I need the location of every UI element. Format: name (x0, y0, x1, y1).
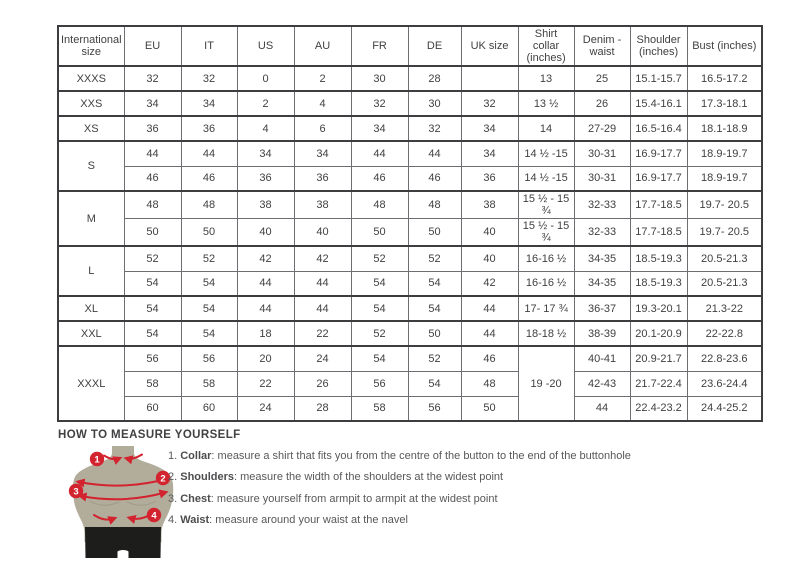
table-cell: 32 (181, 66, 237, 91)
table-cell: 24.4-25.2 (687, 396, 762, 421)
column-header: FR (351, 26, 408, 66)
table-cell: 48 (351, 191, 408, 219)
table-row (58, 396, 762, 421)
table-cell: 42 (461, 271, 518, 296)
table-cell: 58 (124, 371, 181, 396)
table-cell: 38 (461, 191, 518, 219)
table-row (58, 321, 762, 346)
table-cell: 26 (574, 91, 630, 116)
table-cell: 44 (237, 271, 294, 296)
table-row (58, 66, 762, 91)
table-cell: 17- 17 ¾ (518, 296, 574, 321)
table-cell: 17.3-18.1 (687, 91, 762, 116)
column-header: Shirt collar (inches) (518, 26, 574, 66)
marker-4: 4 (151, 510, 157, 522)
table-cell: 34 (351, 116, 408, 141)
size-table (57, 25, 763, 422)
table-cell: 30 (408, 91, 461, 116)
table-cell: 50 (461, 396, 518, 421)
table-cell: 28 (294, 396, 351, 421)
table-cell: 21.7-22.4 (630, 371, 687, 396)
table-cell: 50 (408, 219, 461, 247)
table-cell: 50 (408, 321, 461, 346)
mannequin-shorts (85, 527, 161, 558)
table-cell: 44 (461, 296, 518, 321)
table-cell: 44 (237, 296, 294, 321)
table-cell: 16.5-17.2 (687, 66, 762, 91)
table-row (58, 219, 762, 247)
table-cell: 23.6-24.4 (687, 371, 762, 396)
table-cell: 36 (124, 116, 181, 141)
table-cell: 54 (351, 346, 408, 371)
table-cell: 34 (461, 141, 518, 166)
table-row (58, 246, 762, 271)
table-cell: XXXS (58, 66, 124, 91)
table-cell: 40 (461, 219, 518, 247)
table-cell: 52 (408, 346, 461, 371)
table-cell: 24 (237, 396, 294, 421)
table-cell: 44 (294, 271, 351, 296)
table-cell: 18.9-19.7 (687, 141, 762, 166)
table-cell: 38 (237, 191, 294, 219)
table-cell: 34 (181, 91, 237, 116)
column-header: Shoulder (inches) (630, 26, 687, 66)
table-cell: 27-29 (574, 116, 630, 141)
table-row (58, 346, 762, 371)
table-cell: 36 (294, 166, 351, 191)
table-cell: 54 (124, 271, 181, 296)
table-cell: 30-31 (574, 141, 630, 166)
table-cell: 42 (294, 246, 351, 271)
table-cell: 50 (181, 219, 237, 247)
table-cell: 54 (351, 271, 408, 296)
table-cell: 54 (408, 296, 461, 321)
table-cell: 52 (181, 246, 237, 271)
table-cell: 24 (294, 346, 351, 371)
table-cell: 20.5-21.3 (687, 246, 762, 271)
table-cell: 30 (351, 66, 408, 91)
table-cell: 18.5-19.3 (630, 271, 687, 296)
table-cell: 54 (181, 271, 237, 296)
table-cell: 16-16 ½ (518, 246, 574, 271)
table-cell: 46 (124, 166, 181, 191)
table-cell: 34-35 (574, 246, 630, 271)
table-cell: 20.9-21.7 (630, 346, 687, 371)
measure-step: 1. Collar: measure a shirt that fits you from the centre of the button to the end of the buttonhole (168, 450, 631, 462)
table-cell: 52 (124, 246, 181, 271)
table-cell: 22-22.8 (687, 321, 762, 346)
table-cell: 25 (574, 66, 630, 91)
table-cell: 52 (351, 246, 408, 271)
table-cell: 52 (408, 246, 461, 271)
table-cell: 48 (181, 191, 237, 219)
table-cell: 48 (461, 371, 518, 396)
table-cell: 40-41 (574, 346, 630, 371)
table-row (58, 116, 762, 141)
table-cell: 20.1-20.9 (630, 321, 687, 346)
table-cell: 60 (181, 396, 237, 421)
table-cell: 15 ½ - 15 ¾ (518, 219, 574, 247)
table-cell: 28 (408, 66, 461, 91)
table-cell: 36 (461, 166, 518, 191)
table-row (58, 141, 762, 166)
table-cell: 40 (237, 219, 294, 247)
table-cell: 32 (124, 66, 181, 91)
table-row (58, 271, 762, 296)
table-cell: 2 (294, 66, 351, 91)
table-cell: L (58, 246, 124, 296)
table-cell: 36 (237, 166, 294, 191)
marker-3: 3 (73, 486, 79, 498)
column-header: DE (408, 26, 461, 66)
marker-1: 1 (94, 454, 100, 466)
mannequin-figure (60, 445, 185, 566)
table-cell: 56 (181, 346, 237, 371)
column-header: International size (58, 26, 124, 66)
table-cell: 18.1-18.9 (687, 116, 762, 141)
table-cell: 13 (518, 66, 574, 91)
table-cell: 44 (124, 141, 181, 166)
table-cell: 46 (408, 166, 461, 191)
table-cell: XL (58, 296, 124, 321)
table-cell: S (58, 141, 124, 191)
column-header: Bust (inches) (687, 26, 762, 66)
table-cell: 44 (574, 396, 630, 421)
table-cell: 19.3-20.1 (630, 296, 687, 321)
table-cell: 54 (408, 271, 461, 296)
table-cell: 56 (351, 371, 408, 396)
table-row (58, 191, 762, 219)
table-cell: 46 (181, 166, 237, 191)
table-cell: 34 (237, 141, 294, 166)
table-cell: 17.7-18.5 (630, 219, 687, 247)
table-cell: 2 (237, 91, 294, 116)
table-cell: 19.7- 20.5 (687, 219, 762, 247)
table-cell: 54 (124, 321, 181, 346)
column-header: EU (124, 26, 181, 66)
measure-section-title: HOW TO MEASURE YOURSELF (58, 429, 241, 441)
table-cell: M (58, 191, 124, 246)
table-cell: 52 (351, 321, 408, 346)
table-cell: 60 (124, 396, 181, 421)
table-cell: 46 (461, 346, 518, 371)
header-row (58, 26, 762, 66)
table-cell: 32 (461, 91, 518, 116)
table-row (58, 166, 762, 191)
table-cell: 40 (461, 246, 518, 271)
table-cell: 22.8-23.6 (687, 346, 762, 371)
table-cell: 36 (181, 116, 237, 141)
table-cell: 16.5-16.4 (630, 116, 687, 141)
table-cell: 38-39 (574, 321, 630, 346)
size-chart-container (57, 25, 763, 422)
table-cell: 36-37 (574, 296, 630, 321)
table-cell: 22 (237, 371, 294, 396)
table-cell: 20 (237, 346, 294, 371)
marker-2: 2 (160, 473, 166, 485)
table-cell: XS (58, 116, 124, 141)
table-cell: 4 (237, 116, 294, 141)
table-cell: 18-18 ½ (518, 321, 574, 346)
table-cell: 50 (124, 219, 181, 247)
table-cell: 26 (294, 371, 351, 396)
table-cell: 44 (294, 296, 351, 321)
column-header: UK size (461, 26, 518, 66)
table-cell: 22.4-23.2 (630, 396, 687, 421)
table-cell: 15.1-15.7 (630, 66, 687, 91)
table-cell: 48 (124, 191, 181, 219)
table-cell: 6 (294, 116, 351, 141)
table-cell: 42-43 (574, 371, 630, 396)
table-cell: 30-31 (574, 166, 630, 191)
table-cell: 0 (237, 66, 294, 91)
table-row (58, 91, 762, 116)
table-cell: 15 ½ - 15 ¾ (518, 191, 574, 219)
table-cell: 21.3-22 (687, 296, 762, 321)
table-cell: 14 ½ -15 (518, 141, 574, 166)
table-cell: 18.5-19.3 (630, 246, 687, 271)
table-row (58, 296, 762, 321)
table-cell: 42 (237, 246, 294, 271)
table-cell: 44 (461, 321, 518, 346)
table-cell: 56 (408, 396, 461, 421)
column-header: Denim - waist (574, 26, 630, 66)
table-cell: 16-16 ½ (518, 271, 574, 296)
table-cell: 16.9-17.7 (630, 166, 687, 191)
table-cell: 58 (181, 371, 237, 396)
table-cell: 40 (294, 219, 351, 247)
table-cell: 16.9-17.7 (630, 141, 687, 166)
table-cell: 15.4-16.1 (630, 91, 687, 116)
table-cell: 54 (181, 296, 237, 321)
table-cell: 32-33 (574, 219, 630, 247)
table-cell: 44 (408, 141, 461, 166)
table-cell: 22 (294, 321, 351, 346)
table-cell: 32-33 (574, 191, 630, 219)
table-cell: 34-35 (574, 271, 630, 296)
table-cell: XXXL (58, 346, 124, 421)
column-header: IT (181, 26, 237, 66)
table-cell: 19.7- 20.5 (687, 191, 762, 219)
table-cell: 54 (124, 296, 181, 321)
table-cell: 34 (294, 141, 351, 166)
table-cell: 18 (237, 321, 294, 346)
table-cell: 44 (181, 141, 237, 166)
table-cell: 20.5-21.3 (687, 271, 762, 296)
table-cell: 58 (351, 396, 408, 421)
table-cell: 56 (124, 346, 181, 371)
table-cell: 34 (124, 91, 181, 116)
table-cell: XXL (58, 321, 124, 346)
table-cell: 46 (351, 166, 408, 191)
table-cell: 48 (408, 191, 461, 219)
table-cell: 14 ½ -15 (518, 166, 574, 191)
column-header: US (237, 26, 294, 66)
table-cell: 13 ½ (518, 91, 574, 116)
table-cell: 54 (181, 321, 237, 346)
table-cell: 32 (351, 91, 408, 116)
table-cell: 34 (461, 116, 518, 141)
table-cell: 4 (294, 91, 351, 116)
table-cell: 14 (518, 116, 574, 141)
measure-step: 3. Chest: measure yourself from armpit to armpit at the widest point (168, 492, 498, 505)
table-cell: XXS (58, 91, 124, 116)
measure-step: 2. Shoulders: measure the width of the shoulders at the widest point (168, 471, 504, 484)
table-cell: 54 (408, 371, 461, 396)
table-cell: 38 (294, 191, 351, 219)
table-cell (461, 66, 518, 91)
measure-step: 4. Waist: measure around your waist at the navel (168, 514, 408, 527)
measure-steps (168, 450, 631, 536)
column-header: AU (294, 26, 351, 66)
table-cell: 44 (351, 141, 408, 166)
table-cell: 54 (351, 296, 408, 321)
table-cell: 18.9-19.7 (687, 166, 762, 191)
table-cell: 19 -20 (518, 346, 574, 421)
table-cell: 50 (351, 219, 408, 247)
table-row (58, 371, 762, 396)
table-cell: 17.7-18.5 (630, 191, 687, 219)
table-cell: 32 (408, 116, 461, 141)
